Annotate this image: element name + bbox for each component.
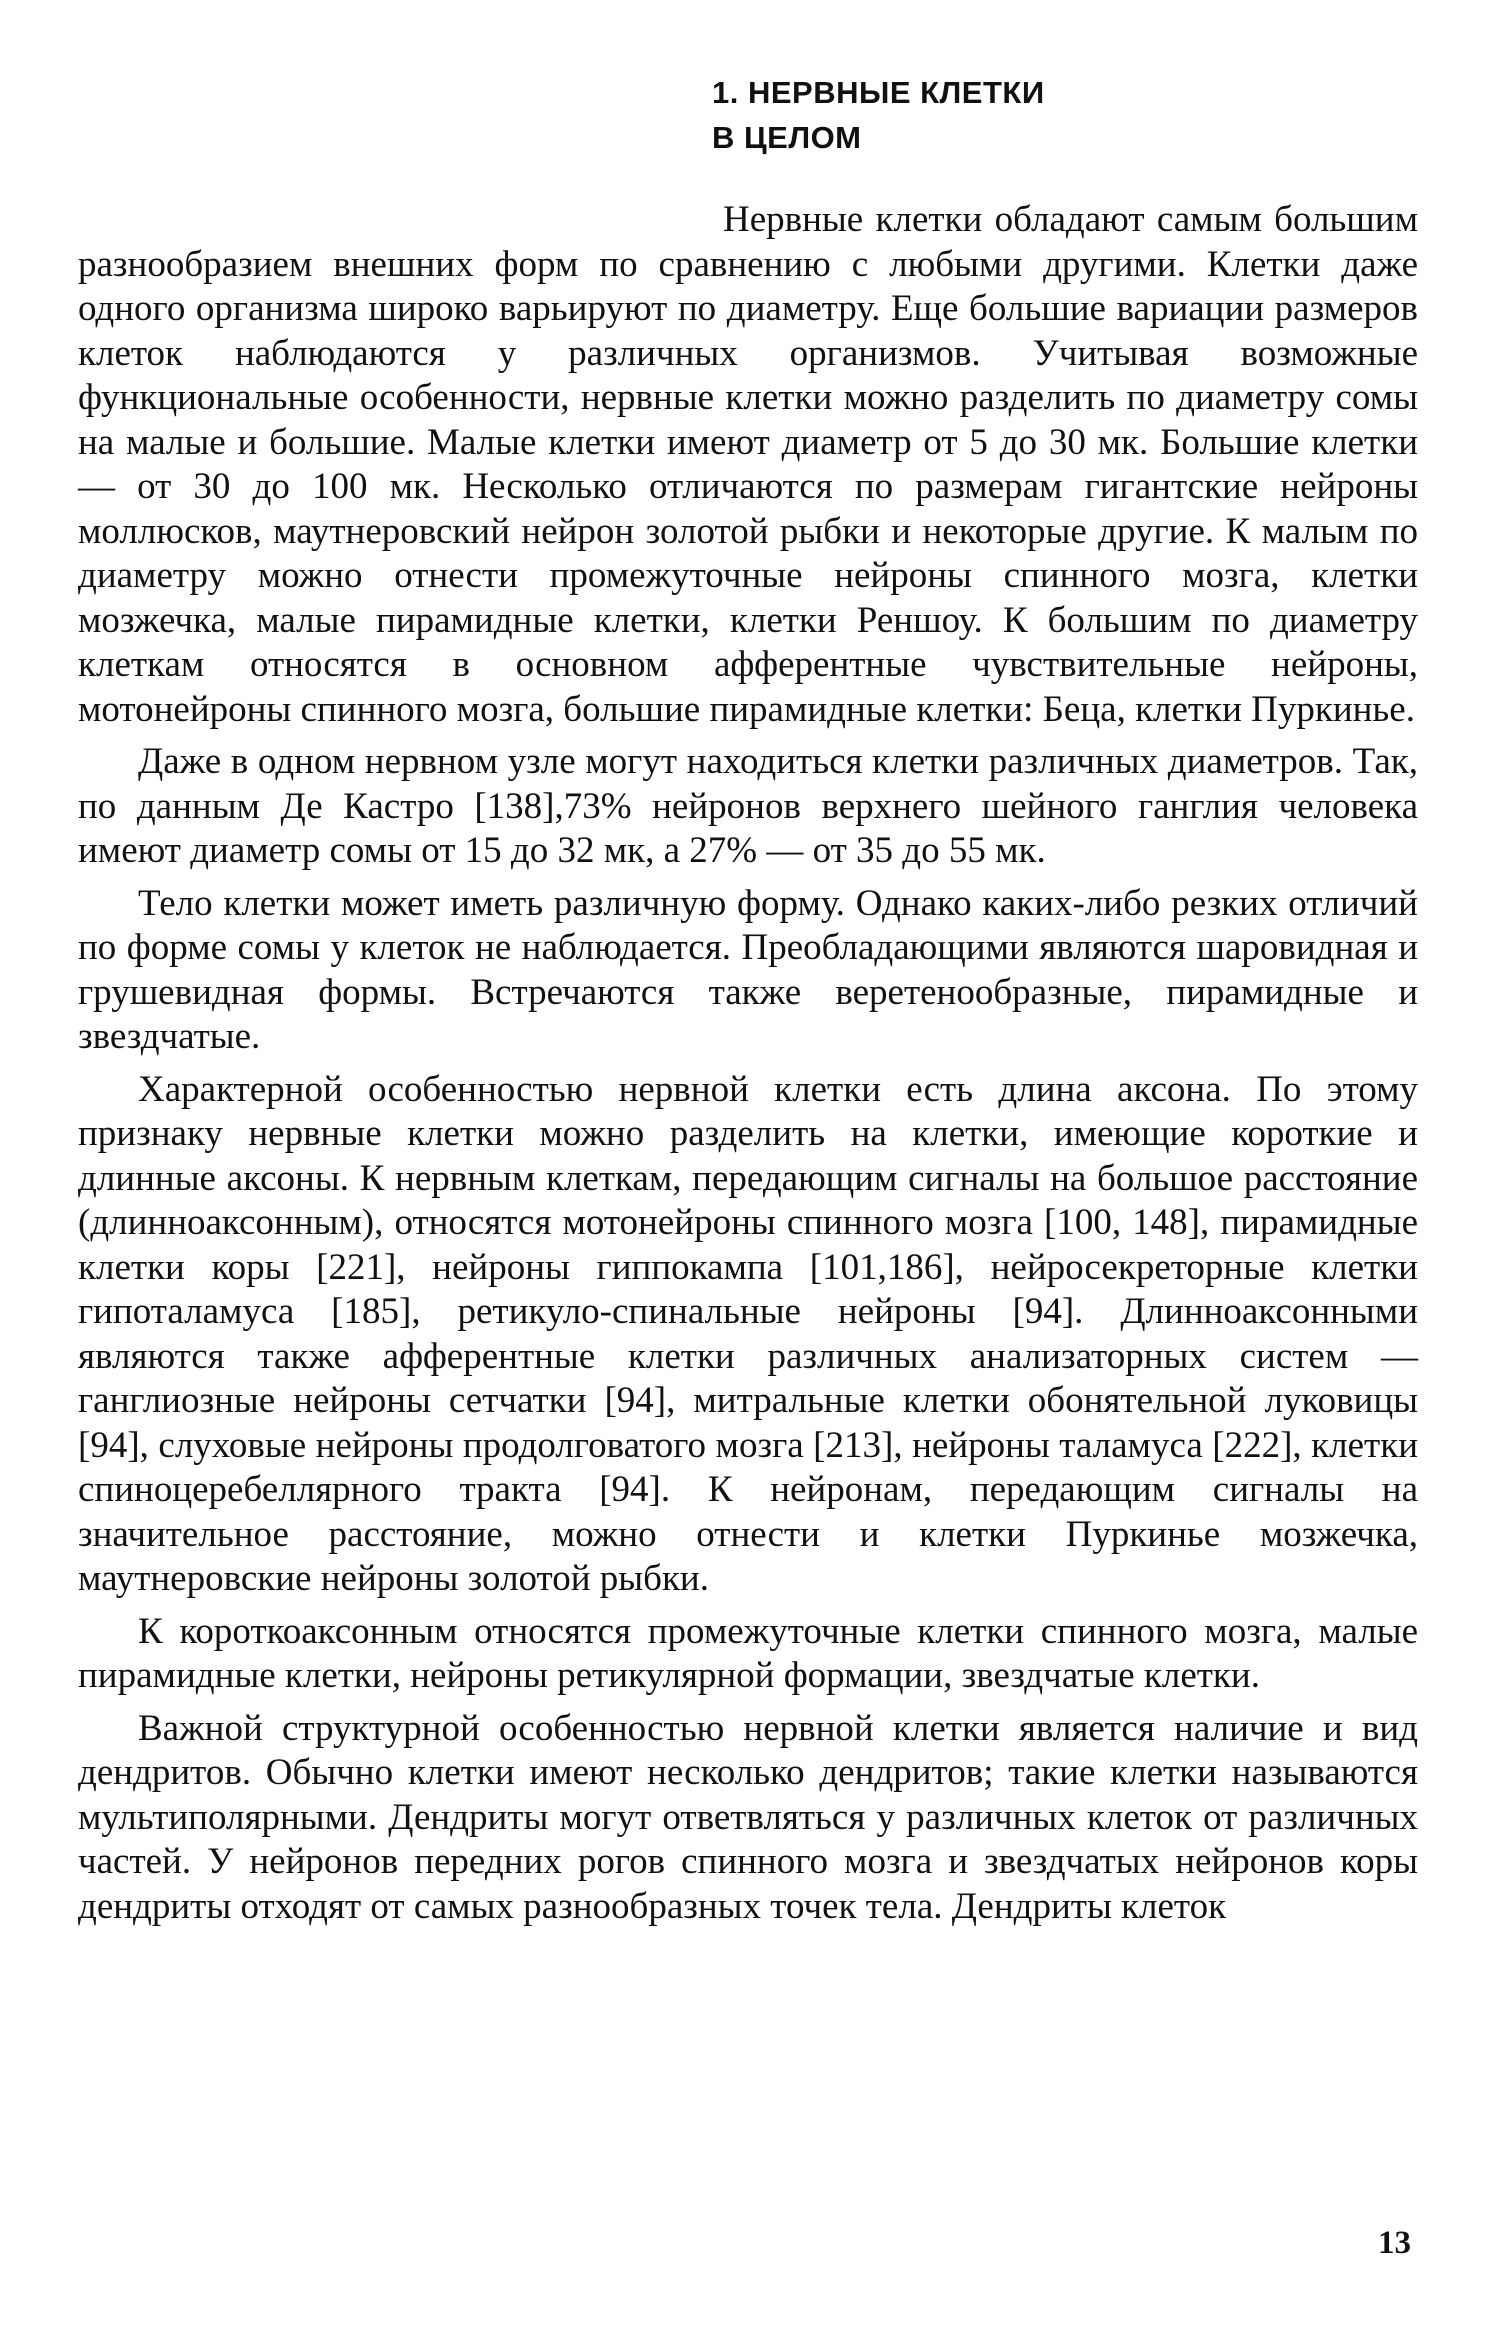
paragraph-ganglion-diameters: Даже в одном нервном узле могут находиться клетки различных диаметров. Так, по данным Де Кастро [138],73% нейронов верхнего шейного ганглия человека имеют диаметр сомы от 15 до 32 мк, а 27% — от 35 до 55 мк.	[78, 741, 1418, 871]
section-heading	[712, 70, 1045, 160]
paragraph-short-axon-cells: К короткоаксонным относятся промежуточные клетки спинного мозга, малые пирамидные клетки, нейроны ретикулярной формации, звездчатые клетки.	[78, 1610, 1418, 1696]
paragraph-axon-length: Характерной особенностью нервной клетки есть длина аксона. По этому признаку нервные клетки можно разделить на клетки, имеющие короткие и длинные аксоны. К нервным клеткам, передающим сигналы на большое расстояние (длинноаксонным), относятся мотонейроны спинного мозга [100, 148], пирамидные клетки коры [221], нейроны гиппокампа [101,186], нейросекреторные клетки гипоталамуса [185], ретикуло-спинальные нейроны [94]. Длинноаксонными являются также афферентные клетки различных анализаторных систем — ганглиозные нейроны сетчатки [94], митральные клетки обонятельной луковицы [94], слуховые нейроны продолговатого мозга [213], нейроны таламуса [222], клетки спиноцеребеллярного тракта [94]. К нейронам, передающим сигналы на значительное расстояние, можно отнести и клетки Пуркинье мозжечка, маутнеровские нейроны золотой рыбки.	[78, 1068, 1418, 1599]
page-number: 13	[1378, 2225, 1411, 2261]
section-heading-line-1: 1. НЕРВНЫЕ КЛЕТКИ	[712, 75, 1045, 110]
paragraph-cell-sizes: Нервные клетки обладают самым большим разнообразием внешних форм по сравнению с любыми другими. Клетки даже одного организма широко варьируют по диаметру. Еще большие вариации размеров клеток наблюдаются у различных организмов. Учитывая возможные функциональные особенности, нервные клетки можно разделить по диаметру сомы на малые и большие. Малые клетки имеют диаметр от 5 до 30 мк. Большие клетки — от 30 до 100 мк. Несколько отличаются по размерам гигантские нейроны моллюсков, маутнеровский нейрон золотой рыбки и некоторые другие. К малым по диаметру можно отнести промежуточные нейроны спинного мозга, клетки мозжечка, малые пирамидные клетки, клетки Реншоу. К большим по диаметру клеткам относятся в основном афферентные чувствительные нейроны, мотонейроны спинного мозга, большие пирамидные клетки: Беца, клетки Пуркинье.	[78, 199, 1418, 730]
body-text	[78, 198, 1418, 1929]
paragraph-dendrites: Важной структурной особенностью нервной клетки является наличие и вид дендритов. Обычно клетки имеют несколько дендритов; такие клетки называются мультиполярными. Дендриты могут ответвляться у различных клеток от различных частей. У нейронов передних рогов спинного мозга и звездчатых нейронов коры дендриты отходят от самых разнообразных точек тела. Дендриты клеток	[78, 1707, 1418, 1927]
section-heading-line-2: В ЦЕЛОМ	[712, 120, 862, 155]
paragraph-cell-body-shape: Тело клетки может иметь различную форму. Однако каких-либо резких отличий по форме сомы у клеток не наблюдается. Преобладающими являются шаровидная и грушевидная формы. Встречаются также веретенообразные, пирамидные и звездчатые.	[78, 882, 1418, 1057]
